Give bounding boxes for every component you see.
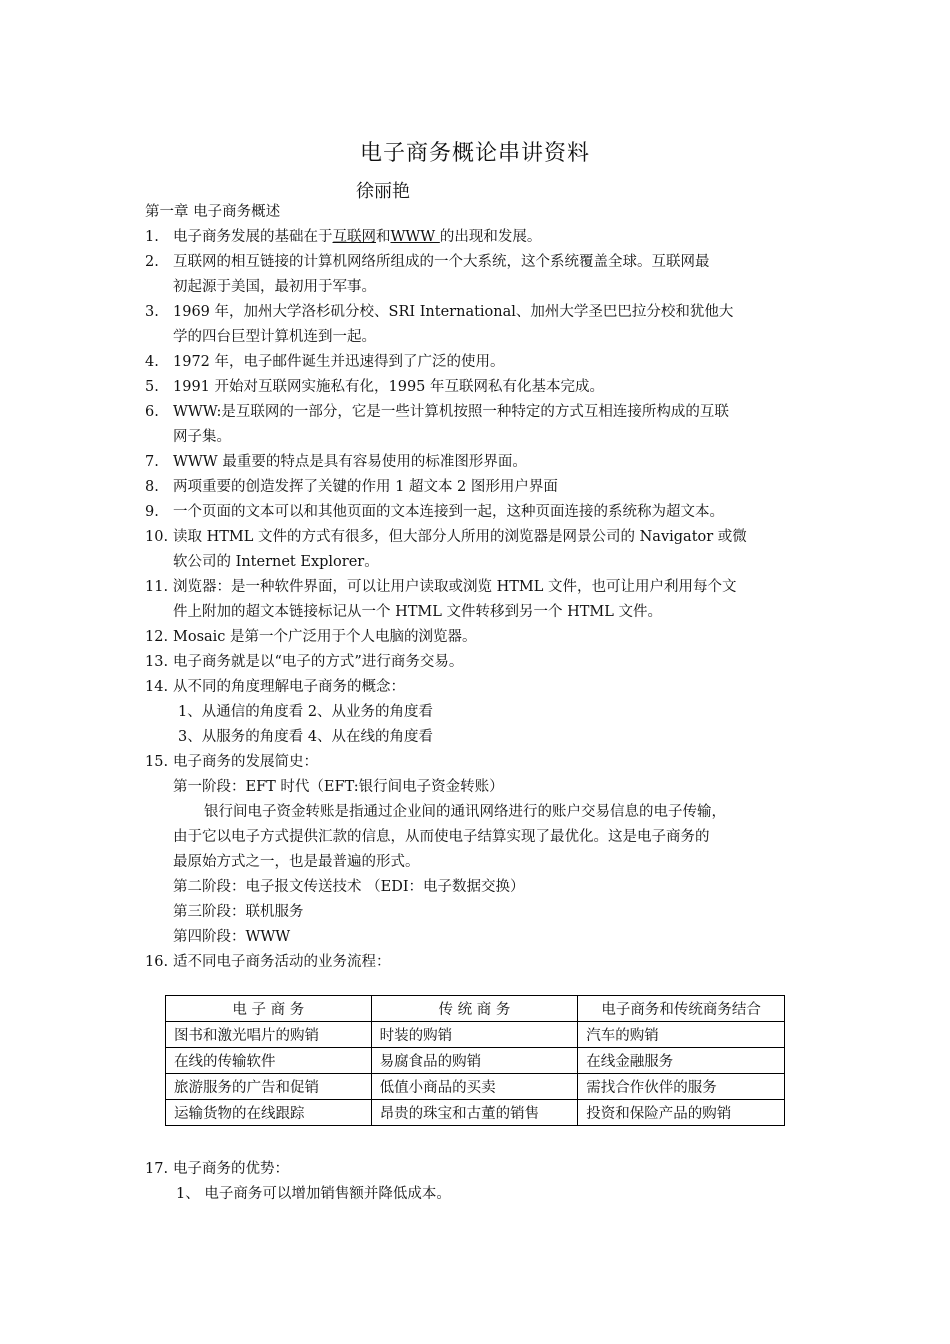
table-row [166, 1074, 785, 1100]
table-row [166, 1022, 785, 1048]
table-header-cell: 电 子 商 务 [166, 996, 372, 1022]
list-item-1 [145, 225, 541, 250]
history-stage-4: 第四阶段：WWW [173, 929, 291, 945]
list-item-7 [145, 450, 527, 475]
underlined-term: WWW [390, 229, 440, 245]
history-desc-line-3: 最原始方式之一，也是最普遍的形式。 [173, 854, 420, 870]
item-text: WWW:是互联网的一部分，它是一些计算机按照一种特定的方式互相连接所构成的互联 [173, 404, 729, 420]
table-cell: 在线的传输软件 [166, 1048, 372, 1074]
item-text: 互联网的相互链接的计算机网络所组成的一个大系统，这个系统覆盖全球。互联网最 [173, 254, 710, 270]
item-number: 1. [145, 229, 159, 245]
item-number: 13. [145, 654, 169, 670]
list-item-13 [145, 650, 463, 675]
item-number: 5. [145, 379, 159, 395]
table-cell: 低值小商品的买卖 [371, 1074, 578, 1100]
table-cell: 时装的购销 [371, 1022, 578, 1048]
list-item-2-cont: 初起源于美国，最初用于军事。 [173, 279, 376, 295]
chapter-heading: 第一章 电子商务概述 [145, 204, 281, 220]
list-item-12 [145, 625, 477, 650]
item-text: 1969 年，加州大学洛杉矶分校、SRI International、加州大学圣巴巴拉分校和犹他大 [173, 304, 734, 320]
item-number: 15. [145, 754, 169, 770]
table-cell: 需找合作伙伴的服务 [578, 1074, 785, 1100]
item-text: Mosaic 是第一个广泛用于个人电脑的浏览器。 [173, 629, 477, 645]
item-number: 9. [145, 504, 159, 520]
item-number: 10. [145, 529, 169, 545]
commerce-comparison-table [165, 995, 785, 1126]
item-text: 适不同电子商务活动的业务流程： [173, 954, 391, 970]
history-desc-line-1: 银行间电子资金转账是指通过企业间的通讯网络进行的账户交易信息的电子传输， [204, 804, 726, 820]
advantage-line-1: 1、 电子商务可以增加销售额并降低成本。 [176, 1186, 451, 1202]
item-text: WWW 最重要的特点是具有容易使用的标准图形界面。 [173, 454, 527, 470]
item-text: 两项重要的创造发挥了关键的作用 1 超文本 2 图形用户界面 [173, 479, 558, 495]
history-stage-3: 第三阶段：联机服务 [173, 904, 304, 920]
table-cell: 图书和激光唱片的购销 [166, 1022, 372, 1048]
item-number: 8. [145, 479, 159, 495]
list-item-16 [145, 950, 391, 975]
list-item-11 [145, 575, 737, 600]
document-title: 电子商务概论串讲资料 [359, 141, 590, 166]
underlined-term: 互联网 [332, 229, 376, 245]
list-item-6-cont: 网子集。 [173, 429, 231, 445]
item-text: 的出现和发展。 [439, 229, 542, 245]
item-number: 16. [145, 954, 169, 970]
list-item-5 [145, 375, 604, 400]
item-number: 2. [145, 254, 159, 270]
item-number: 4. [145, 354, 159, 370]
list-item-10 [145, 525, 747, 550]
list-item-17 [145, 1157, 289, 1182]
list-item-6 [145, 400, 729, 425]
item-number: 14. [145, 679, 169, 695]
table-cell: 运输货物的在线跟踪 [166, 1100, 372, 1126]
item-text: 一个页面的文本可以和其他页面的文本连接到一起，这种页面连接的系统称为超文本。 [173, 504, 724, 520]
item-number: 11. [145, 579, 169, 595]
history-desc-line-2: 由于它以电子方式提供汇款的信息，从而使电子结算实现了最优化。这是电子商务的 [173, 829, 710, 845]
table-row [166, 1100, 785, 1126]
list-item-10-cont: 软公司的 Internet Explorer。 [173, 554, 379, 570]
list-item-3-cont: 学的四台巨型计算机连到一起。 [173, 329, 376, 345]
item-text: 1991 开始对互联网实施私有化，1995 年互联网私有化基本完成。 [173, 379, 605, 395]
item-text: 和 [376, 229, 391, 245]
table-cell: 易腐食品的购销 [371, 1048, 578, 1074]
table-row [166, 1048, 785, 1074]
item-number: 6. [145, 404, 159, 420]
angle-line-1: 1、从通信的角度看 2、从业务的角度看 [178, 704, 434, 720]
item-number: 3. [145, 304, 159, 320]
item-text: 电子商务就是以“电子的方式”进行商务交易。 [173, 654, 464, 670]
list-item-8 [145, 475, 558, 500]
item-text: 电子商务的发展简史： [173, 754, 318, 770]
item-text: 电子商务的优势： [173, 1161, 289, 1177]
item-text: 1972 年，电子邮件诞生并迅速得到了广泛的使用。 [173, 354, 505, 370]
item-text: 电子商务发展的基础在于 [173, 229, 333, 245]
table-cell: 在线金融服务 [578, 1048, 785, 1074]
list-item-14 [145, 675, 405, 700]
item-text: 读取 HTML 文件的方式有很多，但大部分人所用的浏览器是网景公司的 Navigator 或微 [173, 529, 747, 545]
item-number: 12. [145, 629, 169, 645]
history-stage-1: 第一阶段：EFT 时代（EFT:银行间电子资金转账） [173, 779, 504, 795]
item-text: 从不同的角度理解电子商务的概念： [173, 679, 405, 695]
table-cell: 昂贵的珠宝和古董的销售 [371, 1100, 578, 1126]
list-item-11-cont: 件上附加的超文本链接标记从一个 HTML 文件转移到另一个 HTML 文件。 [173, 604, 663, 620]
table-header-cell: 电子商务和传统商务结合 [578, 996, 785, 1022]
table-header-cell: 传 统 商 务 [371, 996, 578, 1022]
list-item-3 [145, 300, 733, 325]
item-number: 17. [145, 1161, 169, 1177]
table-cell: 旅游服务的广告和促销 [166, 1074, 372, 1100]
item-text: 浏览器：是一种软件界面，可以让用户读取或浏览 HTML 文件，也可让用户利用每个文 [173, 579, 737, 595]
table-cell: 投资和保险产品的购销 [578, 1100, 785, 1126]
author-name: 徐丽艳 [356, 181, 410, 202]
table-header-row [166, 996, 785, 1022]
list-item-15 [145, 750, 318, 775]
angle-line-2: 3、从服务的角度看 4、从在线的角度看 [178, 729, 434, 745]
item-number: 7. [145, 454, 159, 470]
list-item-2 [145, 250, 710, 275]
list-item-9 [145, 500, 724, 525]
table-cell: 汽车的购销 [578, 1022, 785, 1048]
history-stage-2: 第二阶段：电子报文传送技术 （EDI：电子数据交换） [173, 879, 525, 895]
list-item-4 [145, 350, 505, 375]
